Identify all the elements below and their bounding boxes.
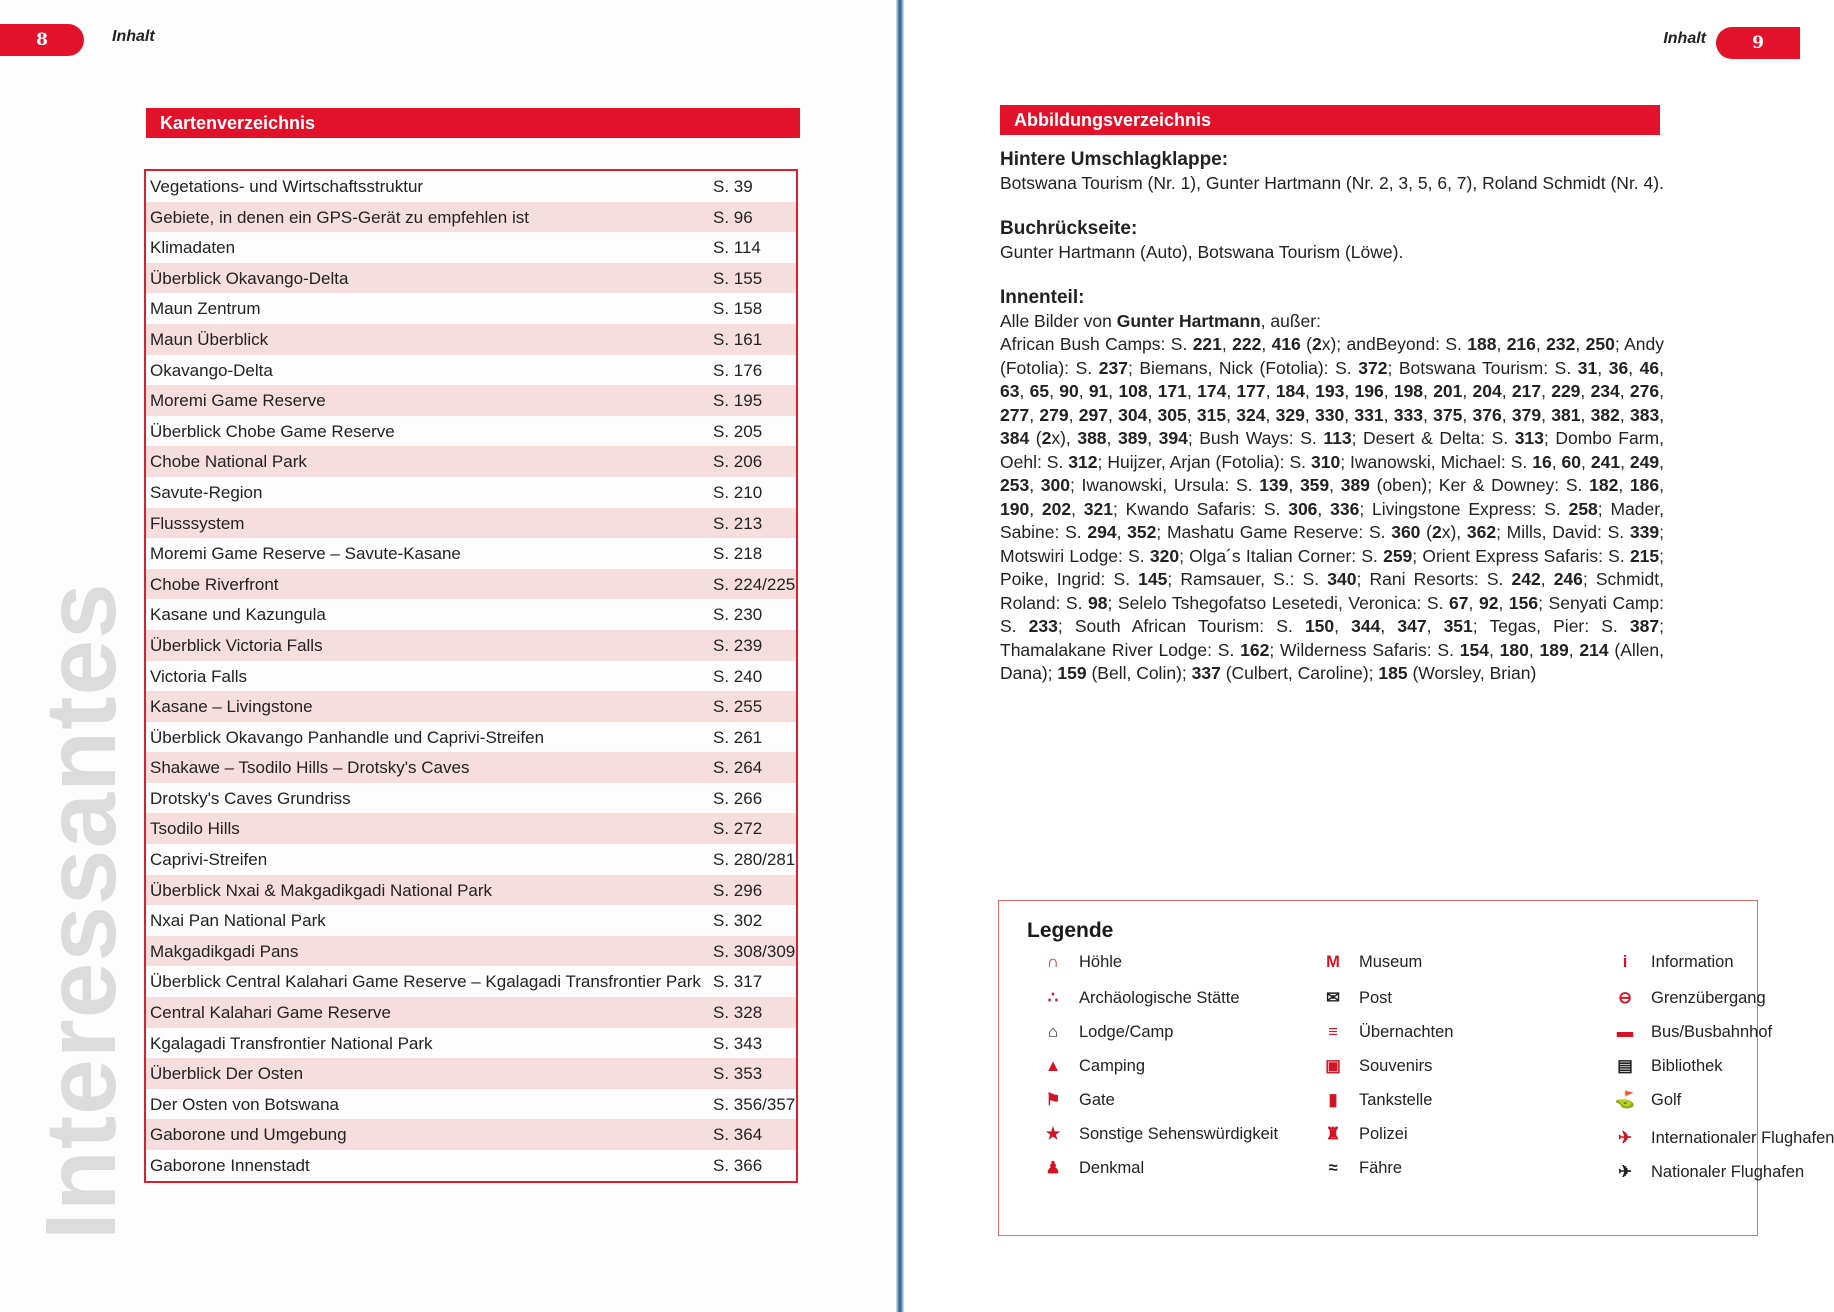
star-icon: ★ — [1045, 1125, 1061, 1143]
fuel-icon: ▮ — [1328, 1091, 1338, 1109]
interior-credits-text: African Bush Camps: S. 221, 222, 416 (2x); andBeyond: S. 188, 216, 232, 250; Andy (Fotolia): S. 237; Biemans, Nick (Fotolia): S. 372; Botswana Tourism: S. 31, 36, 46, 63, 65, 90, 91, 108, 171, 174, 177, 184, 193, 196, 198, 201, 204, 217, 229, 234, 276, 277, 279, 297, 304, 305, 315, 324, 329, 330, 331, 333, 375, 376, 379, 381, 382, 383, 384 (2x), 388, 389, 394; Bush Ways: S. 113; Desert & Delta: S. 313; Dombo Farm, Oehl: S. 312; Huijzer, Arjan (Fotolia): S. 310; Iwanowski, Michael: S. 16, 60, 241, 249, 253, 300; Iwanowski, Ursula: S. 139, 359, 389 (oben); Ker & Downey: S. 182, 186, 190, 202, 321; Kwando Safaris: S. 306, 336; Livingstone Express: S. 258; Mader, Sabine: S. 294, 352; Mashatu Game Reserve: S. 360 (2x), 362; Mills, David: S. 339; Motswiri Lodge: S. 320; Olga´s Italian Corner: S. 259; Orient Express Safaris: S. 215; Poike, Ingrid: S. 145; Ramsauer, S.: S. 340; Rani Resorts: S. 242, 246; Schmidt, Roland: S. 98; Selelo Tshegofatso Lesetedi, Veronica: S. 67, 92, 156; Senyati Camp: S. 233; South African Tourism: S. 150, 344, 347, 351; Tegas, Pier: S. 387; Thamalakane River Lodge: S. 162; Wilderness Safaris: S. 154, 180, 189, 214 (Allen, Dana); 159 (Bell, Colin); 337 (Culbert, Caroline); 185 (Worsley, Brian) — [1000, 334, 1665, 683]
legend-item — [1319, 1087, 1432, 1113]
legend-item — [1319, 1019, 1453, 1045]
legend-item — [1611, 1019, 1772, 1045]
gift-icon: ▣ — [1325, 1057, 1341, 1075]
book-gutter — [896, 0, 904, 1312]
map-index-row — [146, 293, 796, 324]
legend-item — [1319, 1053, 1432, 1079]
map-index-row — [146, 569, 796, 600]
map-index-table — [144, 169, 798, 1183]
map-page: S. 266 — [713, 788, 763, 808]
legend-label: Post — [1359, 988, 1393, 1007]
map-index-row — [146, 385, 796, 416]
tent-icon: ▲ — [1044, 1056, 1062, 1075]
map-title: Savute-Region — [150, 482, 263, 502]
page-number-badge — [0, 24, 84, 56]
map-title: Caprivi-Streifen — [150, 850, 268, 870]
map-title: Überblick Okavango-Delta — [150, 268, 349, 288]
map-index-row — [146, 599, 796, 630]
map-page: S. 176 — [713, 360, 763, 380]
map-page: S. 302 — [713, 911, 763, 931]
map-index-row — [146, 905, 796, 936]
map-title: Victoria Falls — [150, 666, 247, 686]
map-title: Überblick Okavango Panhandle und Caprivi-Streifen — [150, 727, 545, 747]
map-title: Moremi Game Reserve — [150, 391, 326, 411]
map-page: S. 158 — [713, 299, 763, 319]
legend-item — [1611, 1053, 1723, 1079]
map-index-row — [146, 1150, 796, 1181]
ferry-icon: ≈ — [1328, 1158, 1338, 1177]
map-title: Chobe National Park — [150, 452, 307, 472]
map-title: Kasane und Kazungula — [150, 605, 326, 625]
interior-heading: Innenteil — [1000, 287, 1079, 308]
section-title: Kartenverzeichnis — [146, 108, 800, 138]
map-index-row — [146, 813, 796, 844]
map-title: Überblick Der Osten — [150, 1064, 304, 1084]
legend-item — [1611, 1087, 1681, 1113]
map-title: Tsodilo Hills — [150, 819, 240, 839]
legend-label: Information — [1651, 952, 1734, 971]
legend-item — [1611, 985, 1766, 1011]
back-cover-heading: Buchrückseite — [1000, 218, 1131, 239]
map-page: S. 356/357 — [713, 1094, 796, 1114]
map-title: Nxai Pan National Park — [150, 911, 326, 931]
map-page: S. 317 — [713, 972, 763, 992]
map-title: Chobe Riverfront — [150, 574, 279, 594]
map-index-row — [146, 416, 796, 447]
map-page: S. 230 — [713, 605, 763, 625]
map-index-row — [146, 171, 796, 202]
legend-label: Denkmal — [1079, 1158, 1145, 1177]
map-page: S. 218 — [713, 544, 763, 564]
lodge-icon: ⌂ — [1048, 1022, 1058, 1041]
map-index-row — [146, 1028, 796, 1059]
rear-flap-heading: Hintere Umschlagklappe — [1000, 149, 1222, 170]
rear-flap-text: Botswana Tourism (Nr. 1), Gunter Hartmann (Nr. 2, 3, 5, 6, 7), Roland Schmidt (Nr. 4). — [1000, 172, 1664, 193]
legend-label: Polizei — [1359, 1124, 1408, 1143]
bus-icon: ▬ — [1616, 1022, 1634, 1041]
map-title: Klimadaten — [150, 238, 236, 258]
map-page: S. 343 — [713, 1033, 763, 1053]
photographer-name: Gunter Hartmann — [1116, 310, 1261, 331]
map-index-row — [146, 997, 796, 1028]
map-page: S. 264 — [713, 758, 763, 778]
map-title: Shakawe – Tsodilo Hills – Drotsky's Caves — [150, 758, 470, 778]
map-page: S. 261 — [713, 727, 763, 747]
map-index-row — [146, 232, 796, 263]
running-head: Inhalt — [1663, 30, 1706, 47]
map-page: S. 206 — [713, 452, 763, 472]
map-page: S. 210 — [713, 482, 763, 502]
museum-icon: M — [1326, 952, 1340, 971]
legend-item — [1611, 1159, 1804, 1185]
archaeological-site-icon: ∴ — [1047, 989, 1059, 1007]
border-crossing-icon: ⊖ — [1618, 989, 1632, 1007]
national-airport-icon: ✈ — [1618, 1163, 1632, 1181]
map-page: S. 280/281 — [713, 850, 796, 870]
map-title: Kasane – Livingstone — [150, 697, 313, 717]
map-page: S. 239 — [713, 635, 763, 655]
map-index-row — [146, 936, 796, 967]
map-title: Überblick Central Kalahari Game Reserve – Kgalagadi Transfrontier Park — [150, 972, 701, 992]
map-index-row — [146, 661, 796, 692]
map-title: Makgadikgadi Pans — [150, 941, 299, 961]
mail-icon: ✉ — [1326, 989, 1340, 1007]
legend-label: Golf — [1651, 1090, 1682, 1109]
map-title: Maun Zentrum — [150, 299, 261, 319]
map-index-row — [146, 966, 796, 997]
map-index-row — [146, 752, 796, 783]
legend-label: Archäologische Stätte — [1079, 988, 1240, 1007]
legend-label: Höhle — [1079, 952, 1123, 971]
map-page: S. 364 — [713, 1125, 763, 1145]
golf-icon: ⛳ — [1614, 1090, 1636, 1109]
map-index-row — [146, 1058, 796, 1089]
map-title: Gaborone Innenstadt — [150, 1156, 310, 1175]
map-title: Flusssystem — [150, 513, 245, 533]
legend-label: Souvenirs — [1359, 1056, 1433, 1075]
legend-item — [1319, 1121, 1408, 1147]
map-title: Drotsky's Caves Grundriss — [150, 788, 351, 808]
map-page: S. 240 — [713, 666, 763, 686]
map-page: S. 114 — [713, 238, 761, 258]
legend-label: Museum — [1359, 952, 1423, 971]
legend-label: Bibliothek — [1651, 1056, 1723, 1075]
map-title: Okavango-Delta — [150, 360, 273, 380]
map-title: Central Kalahari Game Reserve — [150, 1003, 391, 1023]
map-title: Maun Überblick — [150, 329, 269, 349]
legend-item — [1039, 1019, 1173, 1045]
map-page: S. 213 — [713, 513, 763, 533]
map-page: S. 205 — [713, 421, 763, 441]
cave-icon: ∩ — [1047, 952, 1059, 971]
map-page: S. 353 — [713, 1064, 763, 1084]
legend-label: Internationaler Flughafen — [1651, 1128, 1834, 1147]
map-index-row — [146, 263, 796, 294]
map-page: S. 161 — [713, 329, 763, 349]
book-icon: ▤ — [1617, 1057, 1633, 1075]
legend-item — [1039, 1053, 1145, 1079]
map-title: Moremi Game Reserve – Savute-Kasane — [150, 544, 461, 564]
map-title: Gaborone und Umgebung — [150, 1125, 347, 1145]
legend-item — [1319, 1155, 1402, 1181]
legend-item — [1039, 949, 1122, 975]
map-index-row — [146, 1119, 796, 1150]
map-index-row — [146, 630, 796, 661]
map-index-row — [146, 508, 796, 539]
map-index-row — [146, 538, 796, 569]
map-title: Überblick Chobe Game Reserve — [150, 421, 395, 441]
legend-label: Grenzübergang — [1651, 988, 1766, 1007]
legend-label: Gate — [1079, 1090, 1115, 1109]
map-index-row — [146, 844, 796, 875]
map-page: S. 195 — [713, 391, 763, 411]
info-icon: i — [1622, 952, 1628, 971]
map-page: S. 308/309 — [713, 941, 796, 961]
map-index-row — [146, 324, 796, 355]
map-title: Vegetations- und Wirtschaftsstruktur — [150, 177, 424, 196]
legend-item — [1039, 1121, 1278, 1147]
map-page: S. 39 — [713, 177, 753, 196]
map-page: S. 224/225 — [713, 574, 796, 594]
image-credits — [1000, 148, 1664, 708]
left-page — [0, 0, 896, 1312]
map-index-row — [146, 691, 796, 722]
map-title: Überblick Nxai & Makgadikgadi National Park — [150, 880, 493, 900]
rear-flap-block: Hintere Umschlagklappe: Botswana Tourism (Nr. 1), Gunter Hartmann (Nr. 2, 3, 5, 6, 7), Roland Schmidt (Nr. 4). — [1000, 148, 1664, 195]
map-title: Kgalagadi Transfrontier National Park — [150, 1033, 433, 1053]
page-number: 9 — [1752, 33, 1764, 53]
section-title: Abbildungsverzeichnis — [1000, 105, 1660, 135]
back-cover-text: Gunter Hartmann (Auto), Botswana Tourism (Löwe). — [1000, 241, 1404, 262]
legend-box — [998, 900, 1834, 1236]
legend-item — [1039, 1087, 1115, 1113]
legend-item — [1319, 949, 1422, 975]
map-index-row — [146, 446, 796, 477]
bed-icon: ≡ — [1328, 1022, 1338, 1041]
interior-intro: Alle Bilder von Gunter Hartmann, außer: — [1000, 310, 1321, 331]
map-index-row — [146, 355, 796, 386]
map-page: S. 272 — [713, 819, 763, 839]
map-page: S. 155 — [713, 268, 763, 288]
legend-label: Tankstelle — [1359, 1090, 1433, 1109]
map-page: S. 96 — [713, 207, 753, 227]
gate-icon: ⚑ — [1045, 1091, 1061, 1109]
police-icon: ♜ — [1325, 1125, 1341, 1143]
running-head: Inhalt — [112, 28, 155, 45]
interior-block: Innenteil: Alle Bilder von Gunter Hartmann, außer: African Bush Camps: S. 221, 222, 416 (2x); andBeyond: S. 188, 216, 232, 250; Andy (Fotolia): S. 237; Biemans, Nick (Fotolia): S. 372; Botswana Tourism: S. 31, 36, 46, 63, 65, 90, 91, 108, 171, 174, 177, 184, 193, 196, 198, 201, 204, 217, 229, 234, 276, 277, 279, 297, 304, 305, 315, 324, 329, 330, 331, 333, 375, 376, 379, 381, 382, 383, 384 (2x), 388, 389, 394; Bush Ways: S. 113; Desert & Delta: S. 313; Dombo Farm, Oehl: S. 312; Huijzer, Arjan (Fotolia): S. 310; Iwanowski, Michael: S. 16, 60, 241, 249, 253, 300; Iwanowski, Ursula: S. 139, 359, 389 (oben); Ker & Downey: S. 182, 186, 190, 202, 321; Kwando Safaris: S. 306, 336; Livingstone Express: S. 258; Mader, Sabine: S. 294, 352; Mashatu Game Reserve: S. 360 (2x), 362; Mills, David: S. 339; Motswiri Lodge: S. 320; Olga´s Italian Corner: S. 259; Orient Express Safaris: S. 215; Poike, Ingrid: S. 145; Ramsauer, S.: S. 340; Rani Resorts: S. 242, 246; Schmidt, Roland: S. 98; Selelo Tshegofatso Lesetedi, Veronica: S. 67, 92, 156; Senyati Camp: S. 233; South African Tourism: S. 150, 344, 347, 351; Tegas, Pier: S. 387; Thamalakane River Lodge: S. 162; Wilderness Safaris: S. 154, 180, 189, 214 (Allen, Dana); 159 (Bell, Colin); 337 (Culbert, Caroline); 185 (Worsley, Brian) — [1000, 286, 1664, 686]
map-page: S. 296 — [713, 880, 763, 900]
map-index-row — [146, 1089, 796, 1120]
intl-airport-icon: ✈ — [1618, 1129, 1632, 1147]
map-title: Gebiete, in denen ein GPS-Gerät zu empfehlen ist — [150, 207, 529, 227]
legend-item — [1039, 1155, 1144, 1181]
legend-label: Lodge/Camp — [1079, 1022, 1174, 1041]
legend-item — [1039, 985, 1240, 1011]
map-title: Überblick Victoria Falls — [150, 635, 323, 655]
map-index-row — [146, 477, 796, 508]
page-number: 8 — [36, 30, 48, 50]
map-index-row — [146, 722, 796, 753]
legend-label: Sonstige Sehenswürdigkeit — [1079, 1124, 1279, 1143]
legend-label: Nationaler Flughafen — [1651, 1162, 1805, 1181]
legend-item — [1611, 1125, 1834, 1151]
monument-icon: ♟ — [1045, 1159, 1061, 1177]
legend-item — [1319, 985, 1392, 1011]
legend-label: Bus/Busbahnhof — [1651, 1022, 1773, 1041]
legend-title: Legende — [1027, 919, 1114, 942]
map-page: S. 366 — [713, 1156, 763, 1175]
map-page: S. 255 — [713, 697, 763, 717]
map-page: S. 328 — [713, 1003, 763, 1023]
map-index-row — [146, 202, 796, 233]
legend-label: Übernachten — [1359, 1022, 1454, 1041]
legend-label: Fähre — [1359, 1158, 1403, 1177]
legend-label: Camping — [1079, 1056, 1146, 1075]
map-index-row — [146, 783, 796, 814]
page-number-badge — [1716, 27, 1800, 59]
vertical-section-title: Interessantes — [25, 582, 137, 1240]
map-title: Der Osten von Botswana — [150, 1094, 339, 1114]
legend-item — [1611, 949, 1734, 975]
back-cover-block: Buchrückseite: Gunter Hartmann (Auto), Botswana Tourism (Löwe). — [1000, 217, 1664, 264]
map-index-row — [146, 875, 796, 906]
